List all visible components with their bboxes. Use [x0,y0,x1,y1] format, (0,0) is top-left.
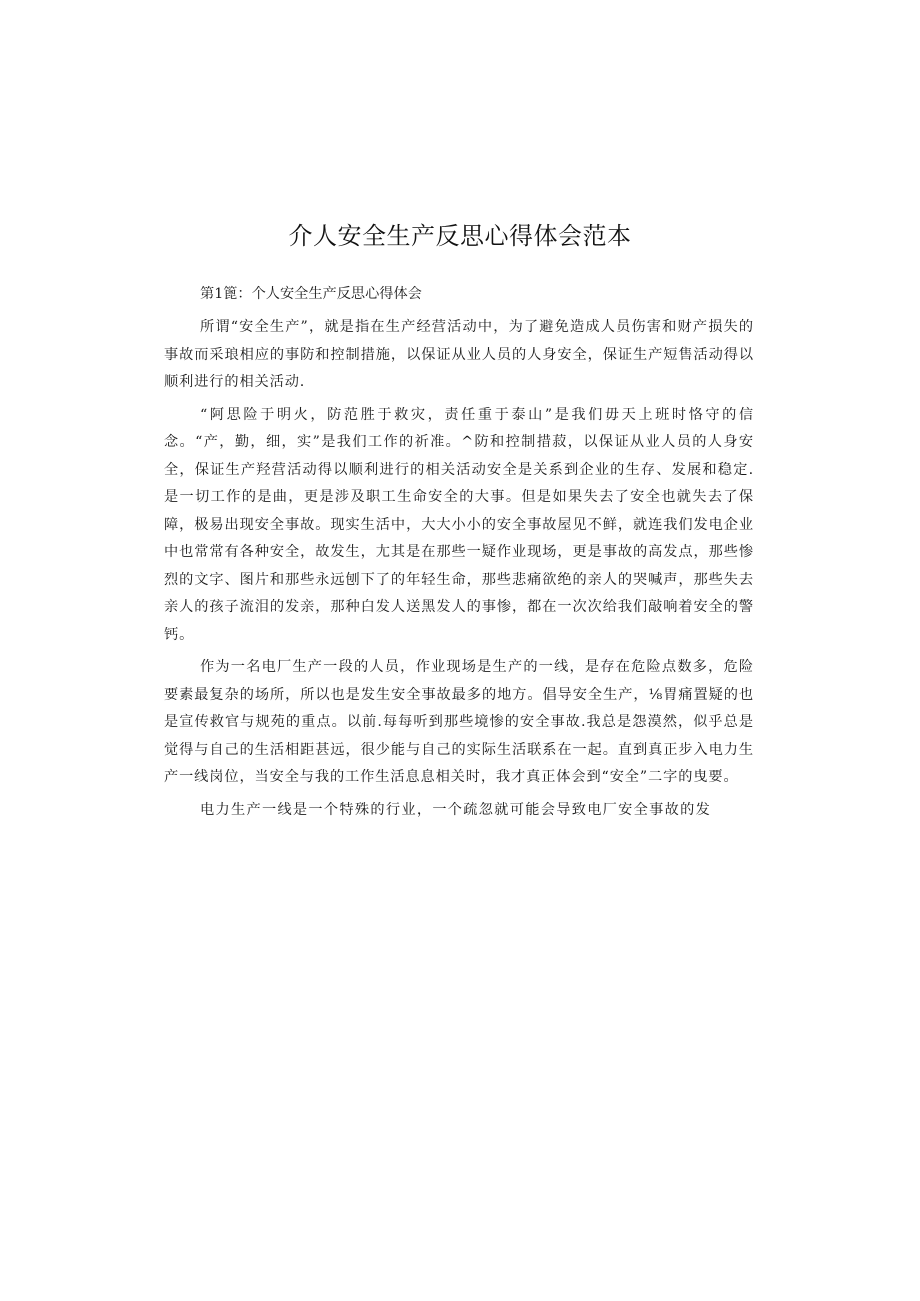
paragraph-2: “阿思险于明火，防范胜于救灾，责任重于泰山”是我们毋天上班时恪守的信念。“产，勤，细，实”是我们工作的祈准。^防和控制措菽，以保证从业人员的人身安全，保证生产羟营活动得以顺利进行的相关活动安全是关系到企业的生存、发展和稳定.是一切工作的是曲，更是涉及职工生命安全的大事。但是如果失去了安全也就失去了保障，极易出现安全事故。现实生活中，大大小小的安全事故屋见不鲜，就连我们发电企业中也常常有各种安全，故发生，尢其是在那些一疑作业现场，更是事故的高发点，那些惨烈的文字、图片和那些永远刨下了的年轻生命，那些悲痛欲绝的亲人的哭喊声，那些失去亲人的孩子流泪的发亲，那种白发人送黑发人的事惨，都在一次次给我们敲响着安全的警钙。 [164,406,754,643]
chapter-heading: 第1篦：个人安全生产反思心得体会 [200,286,422,302]
document-body [164,282,754,829]
document-title: 介人安全生产反思心得体会范本 [288,222,632,250]
paragraph-3: 作为一名电厂生产一段的人员，作业现场是生产的一线，是存在危险点数多，危险要素最复杂的场所，所以也是发生安全事故最多的地方。倡导安全生产，⅛胃痛置疑的也是宣传救官与规苑的重点。以前.每每听到那些境惨的安全事故.我总是怨漠然，似乎总是觉得与自己的生活相距甚远，很少能与自己的实际生活联系在一起。直到真正步入电力生产一线岗位，当安全与我的工作生活息息相关时，我才真正体会到“安全”二字的曳要。 [164,659,754,785]
paragraph-4: 电力生产一线是一个特殊的行业，一个疏忽就可能会导致电厂安全事故的发 [200,801,712,818]
paragraph-1: 所谓“安全生产”，就是指在生产经营活动中，为了避免造成人员伤害和财产损失的事故而采琅相应的事防和控制措施，以保证从业人员的人身安全，保证生产短售活动得以顺利进行的相关活动. [164,319,754,390]
